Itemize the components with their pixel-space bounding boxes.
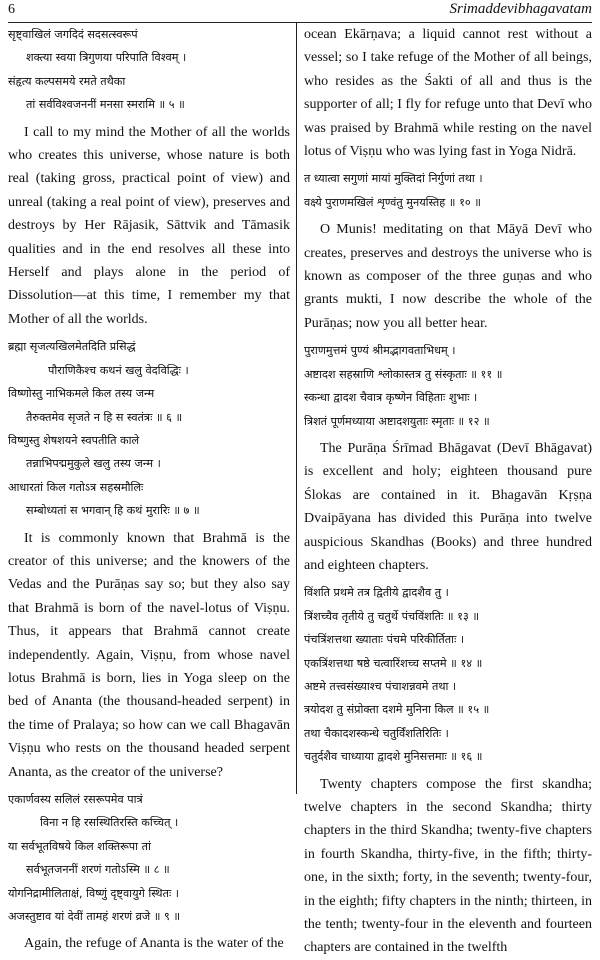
- verse-line: विना न हि रसस्थितिरस्ति कच्चित् ।: [40, 816, 179, 830]
- verse-block: [304, 167, 592, 214]
- translation-paragraph: O Munis! meditating on that Māyā Devī who creates, preserves and destroys the universe who is known as composer of the three guṇas and who grants mukti, I now describe the whole of the Purāṇas; now you all better hear.: [304, 222, 592, 331]
- verse-line: विंशति प्रथमे तत्र द्वितीये द्वादशैव तु ।: [304, 586, 449, 600]
- translation-paragraph: Again, the refuge of Ananta is the water of the: [24, 936, 284, 952]
- verse-block: [8, 23, 290, 117]
- verse-line: अष्टमे तत्त्वसंख्याश्च पंचाशन्नवमे तथा ।: [304, 679, 457, 693]
- verse-line: वक्ष्ये पुराणमखिलं शृण्वंतु मुनयस्तिह ॥ १० ॥: [304, 195, 481, 209]
- verse-line: त ध्यात्वा सगुणां मायां मुक्तिदां निर्गुणां तथा ।: [304, 172, 483, 186]
- verse-line: चतुर्दशैव चाध्याया द्वादशे मुनिसत्तमाः ॥ १६ ॥: [304, 750, 483, 764]
- verse-line: त्रिंशच्चैव तृतीये तु चतुर्थे पंचविंशतिः ॥ १३ ॥: [304, 609, 480, 623]
- translation-paragraph: Twenty chapters compose the first skandha; twelve chapters in the second Skandha; thirty chapters in the third Skandha; twenty-five chapters in fourth Skandha, thirty-five, in the fifth; thirty-one, in the sixth; forty, in the seventh; twenty-four, in the eighth; fifty chapters in the ninth; thirteen, in the tenth; twenty-four in the eleventh and fourteen chapters are contained in the twelfth: [304, 776, 592, 956]
- page-number: 6: [8, 2, 15, 17]
- verse-line: त्रिशतं पूर्णमध्याया अष्टादशयुताः स्मृताः ॥ १२ ॥: [304, 414, 490, 428]
- verse-line: पौराणिकैश्च कथनं खलु वेदविद्धिः ।: [48, 363, 189, 377]
- verse-block: [8, 788, 290, 928]
- verse-line: त्रयोदश तु संप्रोक्ता दशमे मुनिना किल ॥ १५ ॥: [304, 703, 490, 717]
- left-column: [8, 23, 290, 956]
- verse-line: संहृत्य कल्पसमये रमते तथैका: [8, 74, 126, 88]
- verse-line: या सर्वभूतविषये किल शक्तिरूपा तां: [8, 839, 151, 853]
- translation-paragraph: The Purāṇa Śrīmad Bhāgavat (Devī Bhāgavat) is excellent and holy; eighteen thousand pure Ślokas are contained in it. Bhagavān Kṛṣṇa Dvaipāyana has divided this Purāṇa into twelve auspicious Skandhas (Books) and three hundred and eighteen chapters.: [304, 440, 592, 573]
- verse-line: तन्नाभिपद्ममुकुले खलु तस्य जन्म ।: [26, 457, 161, 471]
- verse-block: [304, 339, 592, 433]
- verse-line: सृष्ट्वाखिलं जगदिदं सदसत्स्वरूपं: [8, 28, 138, 41]
- verse-line: स्कन्धा द्वादश चैवात्र कृष्णेन विहिताः शुभाः ।: [304, 391, 478, 405]
- right-column: [304, 23, 592, 960]
- verse-line: शक्त्या स्वया त्रिगुणया परिपाति विश्वम् ।: [26, 51, 187, 65]
- verse-line: सम्बोध्यतां स भगवान् हि कथं मुरारिः ॥ ७ ॥: [26, 504, 200, 518]
- verse-line: ब्रह्मा सृजत्यखिलमेतदिति प्रसिद्धं: [8, 340, 136, 354]
- verse-line: तां सर्वविश्वजननीं मनसा स्मरामि ॥ ५ ॥: [26, 98, 185, 112]
- verse-line: सर्वभूतजननीं शरणं गतोऽस्मि ॥ ८ ॥: [26, 863, 170, 877]
- verse-block: [304, 581, 592, 768]
- column-divider: [296, 23, 297, 794]
- verse-line: एकार्णवस्य सलिलं रसरूपमेव पात्रं: [8, 793, 143, 806]
- verse-line: विष्णोस्तु नाभिकमले किल तस्य जन्म: [8, 387, 155, 401]
- verse-line: अष्टादश सहस्राणि श्लोकास्तत्र तु संस्कृताः ॥ ११ ॥: [304, 367, 503, 381]
- translation-paragraph: I call to my mind the Mother of all the worlds who creates this universe, whose nature is both real (taking gross, practical point of view) and unreal (taking a real point of view), preserves and destroys by Her Rājasik, Sāttvik and Tāmasik qualities and in the end resolves all these into Herself and plays alone in the period of Dissolution—at this time, I remember my that Mother of all the worlds.: [8, 124, 290, 327]
- verse-line: विष्णुस्तु शेषशयने स्वपतीति काले: [8, 433, 140, 447]
- verse-line: योगनिद्रामीलिताक्षं, विष्णुं दृष्ट्वायुगे स्थितः ।: [8, 886, 180, 900]
- verse-block: [8, 335, 290, 522]
- verse-line: एकत्रिंशत्तथा षष्ठे चत्वारिंशच्च सप्तमे ॥ १४ ॥: [304, 656, 483, 670]
- running-title: Srimaddevibhagavatam: [449, 1, 592, 17]
- verse-line: तथा चैकादशस्कन्धे चतुर्विंशतिरितिः ।: [304, 726, 449, 740]
- verse-line: तैरुक्तमेव सृजते न हि स स्वतंत्रः ॥ ६ ॥: [26, 410, 183, 424]
- verse-line: अजस्तुष्टाव यां देवीं तामहं शरणं व्रजे ॥ ९ ॥: [8, 910, 181, 924]
- page-header: [8, 0, 592, 23]
- translation-paragraph: ocean Ekārṇava; a liquid cannot rest without a vessel; so I take refuge of the Mother of all beings, who resides as the Śakti of all and thus is the supporter of all; I fly for refuge unto that Devī who was praised by Brahmā while resting on the navel lotus of Viṣṇu who was lying fast in Yoga Nidrā.: [304, 27, 592, 160]
- translation-paragraph: It is commonly known that Brahmā is the creator of this universe; and the knowers of the Vedas and the Purāṇas say so; but they also say that Brahmā is born of the navel-lotus of Viṣṇu. Thus, it appears that Brahmā cannot create independently. Again, Viṣṇu, from whose navel lotus Brahmā is born, lies in Yoga sleep on the bed of Ananta (the thousand-headed serpent) in the time of Pralaya; so how can we call Bhagavān Viṣṇu who rests on the thousand headed serpent Ananta, as the creator of the universe?: [8, 530, 290, 780]
- verse-line: पुराणमुत्तमं पुण्यं श्रीमद्भागवताभिधम् ।: [304, 344, 456, 358]
- verse-line: आधारतां किल गतोऽत्र सहस्रमौलिः: [8, 480, 144, 494]
- verse-line: पंचत्रिंशत्तथा ख्याताः पंचमे परिकीर्तिताः ।: [304, 633, 465, 647]
